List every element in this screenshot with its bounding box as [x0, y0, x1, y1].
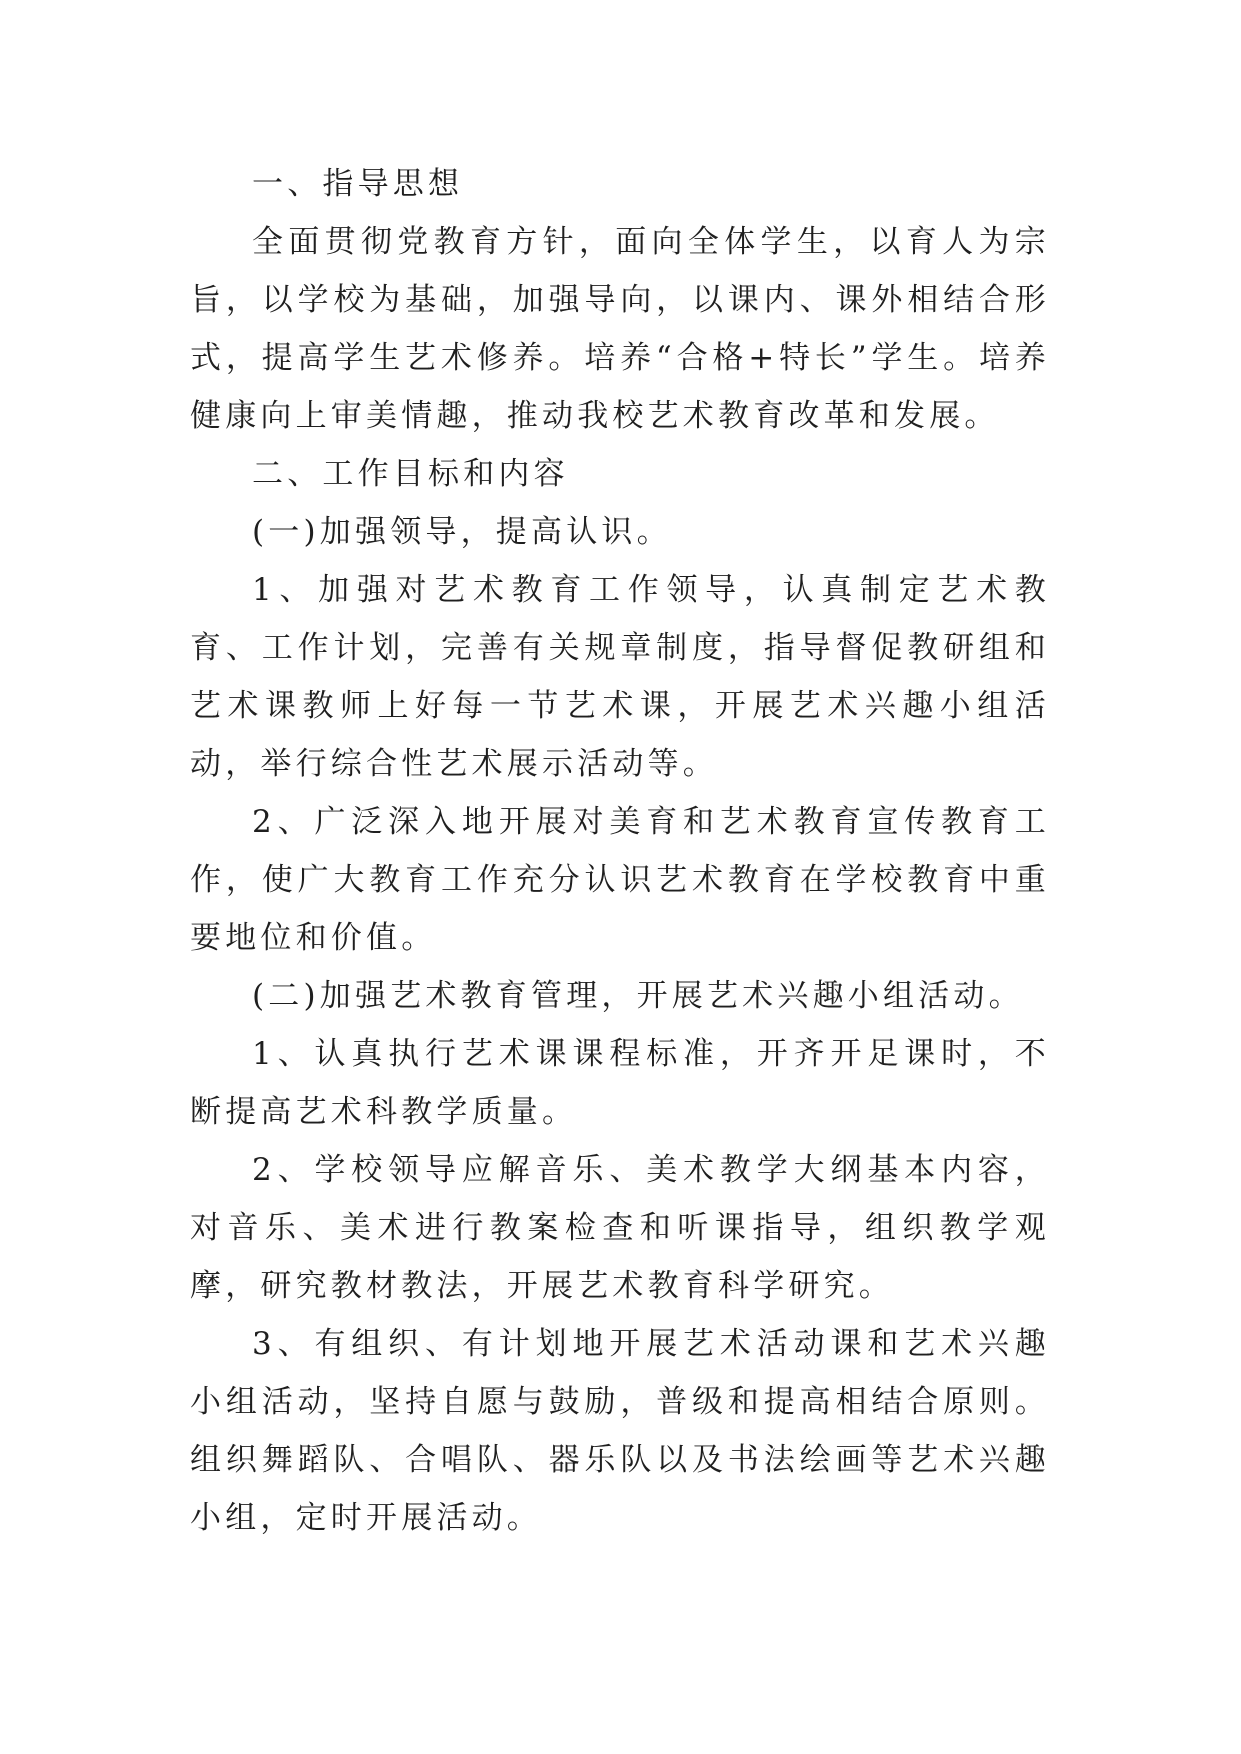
paragraph-guiding-ideology-body: 全面贯彻党教育方针，面向全体学生，以育人为宗旨，以学校为基础，加强导向，以课内、课外相结合形式，提高学生艺术修养。培养“合格+特长”学生。培养健康向上审美情趣，推动我校艺术教育改革和发展。	[190, 224, 1050, 434]
paragraph-management-item-1: 1、认真执行艺术课课程标准，开齐开足课时，不断提高艺术科教学质量。	[190, 1036, 1050, 1130]
paragraph-management-item-3: 3、有组织、有计划地开展艺术活动课和艺术兴趣小组活动，坚持自愿与鼓励，普级和提高相结合原则。组织舞蹈队、合唱队、器乐队以及书法绘画等艺术兴趣小组，定时开展活动。	[190, 1326, 1050, 1536]
subsection-heading-leadership: (一)加强领导，提高认识。	[252, 514, 672, 550]
section-heading-guiding-ideology: 一、指导思想	[252, 166, 464, 202]
paragraph-management-item-2: 2、学校领导应解音乐、美术教学大纲基本内容，对音乐、美术进行教案检查和听课指导，组织教学观摩，研究教材教法，开展艺术教育科学研究。	[190, 1152, 1050, 1304]
section-heading-goals-and-content: 二、工作目标和内容	[252, 456, 569, 492]
subsection-heading-management: (二)加强艺术教育管理，开展艺术兴趣小组活动。	[252, 978, 1024, 1014]
paragraph-leadership-item-1: 1、加强对艺术教育工作领导，认真制定艺术教育、工作计划，完善有关规章制度，指导督促教研组和艺术课教师上好每一节艺术课，开展艺术兴趣小组活动，举行综合性艺术展示活动等。	[190, 572, 1050, 782]
document-page	[190, 155, 1050, 1547]
paragraph-leadership-item-2: 2、广泛深入地开展对美育和艺术教育宣传教育工作，使广大教育工作充分认识艺术教育在学校教育中重要地位和价值。	[190, 804, 1050, 956]
